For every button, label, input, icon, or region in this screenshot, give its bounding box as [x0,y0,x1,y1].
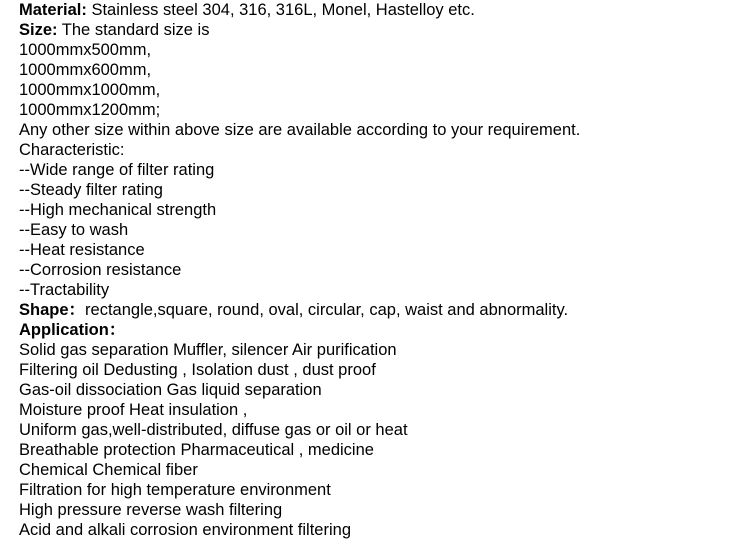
shape-label: Shape： [19,301,86,319]
application-item: Solid gas separation Muffler, silencer Air purification [19,341,397,359]
characteristic-item: --Tractability [19,281,110,299]
size-line [19,20,744,40]
size-item: 1000mmx500mm, [19,41,152,59]
material-label: Material: [19,1,87,19]
application-item: Gas-oil dissociation Gas liquid separation [19,381,322,399]
characteristic-item: --High mechanical strength [19,201,217,219]
shape-line [19,300,744,320]
size-item: 1000mmx1200mm; [19,101,161,119]
shape-value: rectangle,square, round, oval, circular, cap, waist and abnormality. [85,301,569,319]
size-item: 1000mmx600mm, [19,61,152,79]
characteristic-heading: Characteristic: [19,141,125,159]
size-item: 1000mmx1000mm, [19,81,161,99]
size-intro: The standard size is [57,21,210,39]
application-item: Chemical Chemical fiber [19,461,198,479]
application-item: Uniform gas,well-distributed, diffuse gas or oil or heat [19,421,408,439]
characteristic-item: --Heat resistance [19,241,145,259]
application-item: Filtering oil Dedusting , Isolation dust , dust proof [19,361,376,379]
characteristic-item: --Steady filter rating [19,181,163,199]
product-spec-document [19,0,744,540]
characteristic-item: --Corrosion resistance [19,261,182,279]
application-label: Application： [19,321,126,339]
material-value: Stainless steel 304, 316, 316L, Monel, Hastelloy etc. [86,1,475,19]
size-note: Any other size within above size are available according to your requirement. [19,121,581,139]
material-line [19,0,744,20]
application-item: Breathable protection Pharmaceutical , medicine [19,441,374,459]
application-item: Acid and alkali corrosion environment filtering [19,521,351,539]
application-item: High pressure reverse wash filtering [19,501,283,519]
characteristic-item: --Wide range of filter rating [19,161,215,179]
application-item: Moisture proof Heat insulation , [19,401,248,419]
characteristic-item: --Easy to wash [19,221,129,239]
application-heading [19,320,744,340]
application-item: Filtration for high temperature environment [19,481,331,499]
size-label: Size: [19,21,58,39]
